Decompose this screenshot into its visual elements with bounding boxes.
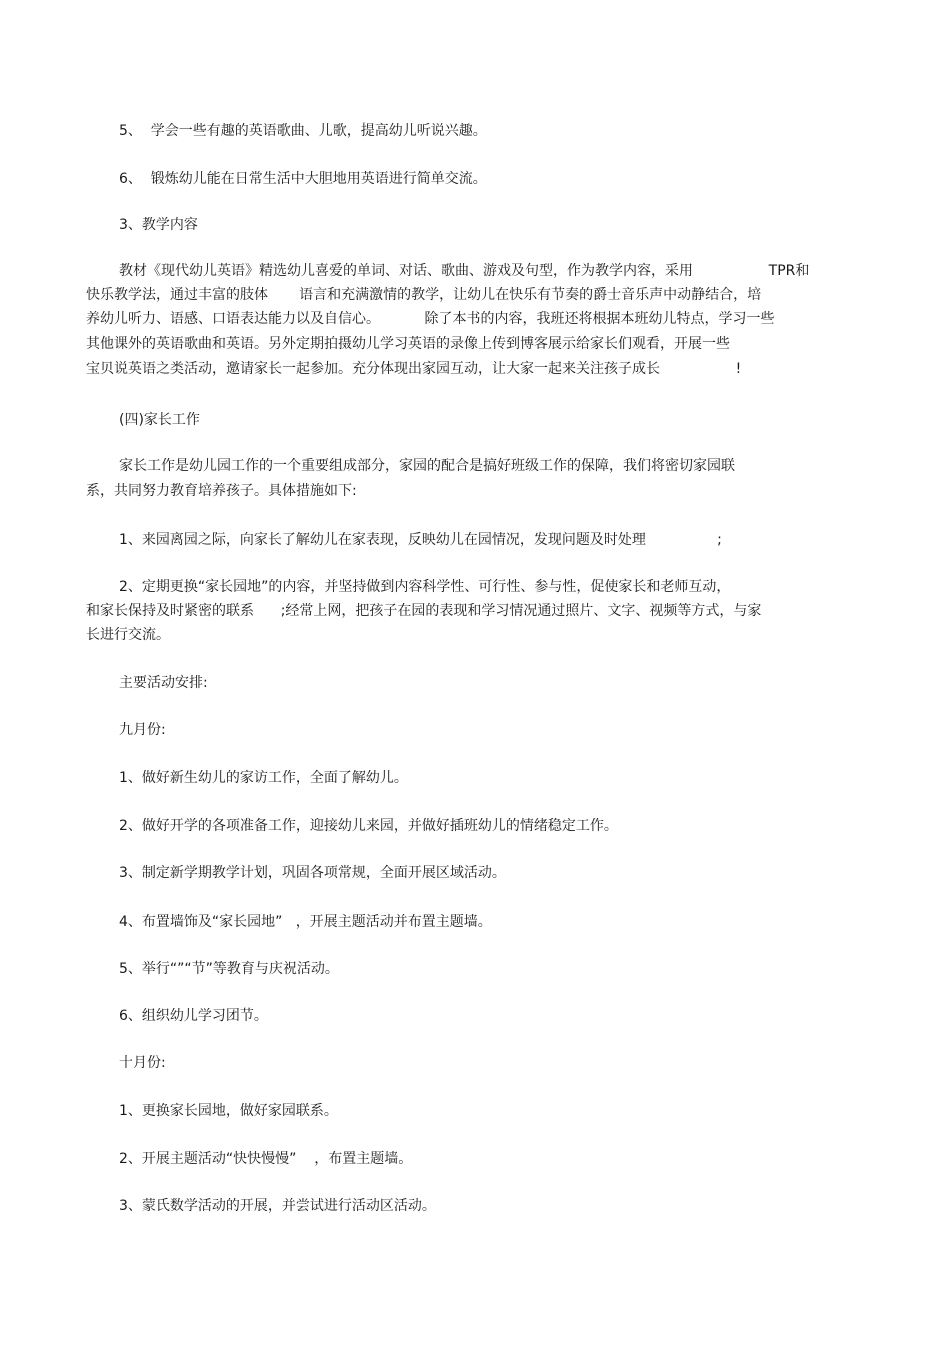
- section-heading: 3、教学内容: [119, 217, 198, 233]
- text-line: 和家长保持及时紧密的联系 ;经常上网，把孩子在园的表现和学习情况通过照片、文字、视频等方式，与家: [86, 603, 762, 619]
- list-item: 2、做好开学的各项准备工作，迎接幼儿来园，并做好插班幼儿的情绪稳定工作。: [119, 818, 618, 834]
- list-item: 4、布置墙饰及“家长园地” ，开展主题活动并布置主题墙。: [119, 914, 492, 930]
- text-line: 宝贝说英语之类活动，邀请家长一起参加。充分体现出家园互动，让大家一起来关注孩子成长 !: [86, 361, 742, 377]
- section-heading: 主要活动安排:: [119, 675, 208, 691]
- text-line: 教材《现代幼儿英语》精选幼儿喜爱的单词、对话、歌曲、游戏及句型，作为教学内容，采用 TPR和: [119, 263, 810, 279]
- list-item: 3、蒙氏数学活动的开展，并尝试进行活动区活动。: [119, 1198, 436, 1214]
- text-line: 其他课外的英语歌曲和英语。另外定期拍摄幼儿学习英语的录像上传到博客展示给家长们观看，开展一些: [86, 336, 730, 352]
- list-item: 6、组织幼儿学习团节。: [119, 1008, 268, 1024]
- text-line: 5、 学会一些有趣的英语歌曲、儿歌，提高幼儿听说兴趣。: [119, 123, 487, 139]
- text-line: 系，共同努力教育培养孩子。具体措施如下:: [86, 483, 357, 499]
- list-item: 1、做好新生幼儿的家访工作，全面了解幼儿。: [119, 770, 408, 786]
- text-line: 1、来园离园之际，向家长了解幼儿在家表现，反映幼儿在园情况，发现问题及时处理 ;: [119, 532, 722, 548]
- list-item: 5、举行“”“节”等教育与庆祝活动。: [119, 961, 339, 977]
- text-line: 快乐教学法，通过丰富的肢体 语言和充满激情的教学，让幼儿在快乐有节奏的爵士音乐声中动静结合，培: [86, 287, 762, 303]
- list-item: 2、开展主题活动“快快慢慢” ，布置主题墙。: [119, 1151, 413, 1167]
- text-line: 6、 锻炼幼儿能在日常生活中大胆地用英语进行简单交流。: [119, 171, 487, 187]
- list-item: 3、制定新学期教学计划，巩固各项常规，全面开展区域活动。: [119, 865, 506, 881]
- text-line: 2、定期更换“家长园地”的内容，并坚持做到内容科学性、可行性、参与性，促使家长和老师互动，: [119, 579, 731, 595]
- text-line: 家长工作是幼儿园工作的一个重要组成部分，家园的配合是搞好班级工作的保障，我们将密切家园联: [119, 458, 735, 474]
- text-line: 长进行交流。: [86, 627, 170, 643]
- month-heading: 九月份:: [119, 722, 166, 738]
- list-item: 1、更换家长园地，做好家园联系。: [119, 1103, 338, 1119]
- section-heading: (四)家长工作: [119, 412, 200, 428]
- text-line: 养幼儿听力、语感、口语表达能力以及自信心。 除了本书的内容，我班还将根据本班幼儿特点，学习一些: [86, 311, 775, 327]
- month-heading: 十月份:: [119, 1055, 166, 1071]
